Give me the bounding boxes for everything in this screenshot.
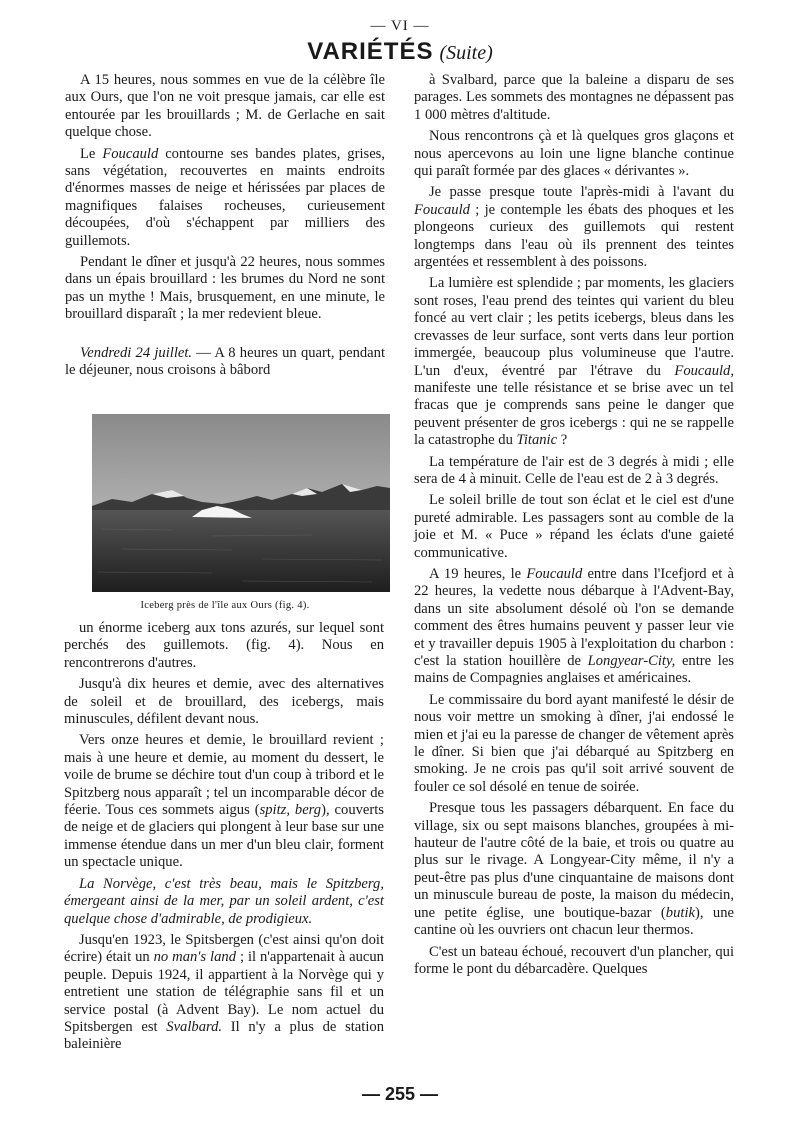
text-run: Pendant le dîner et jusqu'à 22 heures, nous sommes dans un épais brouillard : les brumes du Nord ne sont pas un mythe ! Mais, brusquement, en une minute, le brouillard disparaît ; la mer redevient bleue. [65,254,385,323]
right-column [414,72,734,982]
paragraph [414,944,734,979]
paragraph [64,876,384,928]
paragraph [64,676,384,728]
text-run: A 19 heures, le [429,565,527,582]
italic-text: Foucauld [526,565,583,582]
italic-text: Titanic [516,432,558,449]
text-run: La lumière est splendide ; par moments, les glaciers sont roses, l'eau prend des teintes qui varient du bleu foncé au vert clair ; les petits icebergs, bleus dans les crevasses de leur surface, sont verts dans leur portion immergée, beaucoup plus volumineuse que l'autre. L'un d'eux, éventré par l'étrave du [414,275,734,379]
paragraph [414,72,734,124]
text-run: Il n'y a plus de station baleinière [64,1018,384,1053]
text-run: à Svalbard, parce que la baleine a disparu de ses parages. Les sommets des montagnes ne dépassent pas 1 000 mètres d'altitude. [414,72,734,123]
page-number: — 255 — [361,1084,439,1104]
paragraph [414,692,734,796]
text-run: Le [80,145,103,162]
page-title [0,38,800,66]
text-run: entre les mains de Compagnies anglaises et américaines. [414,653,734,687]
text-run: ; il n'appartenait à aucun peuple. Depuis 1924, il appartient à la Norvège qui y entretient une station de télégraphie sans fil et un service postal (à Advent Bay). Le nom actuel du Spitsbergen est [64,949,384,1035]
paragraph [414,566,734,688]
italic-text: La Norvège, c'est très beau, mais le Spitzberg, émergeant ainsi de la mer, par un soleil ardent, c'est quelque chose d'admirable, de prodigieux. [64,875,384,927]
italic-text: spitz, berg [259,802,322,819]
italic-text: butik [665,904,695,921]
text-run: A 15 heures, nous sommes en vue de la célèbre île aux Ours, que l'on ne voit presque jamais, car elle est entourée par les brouillards ; M. de Gerlache en sait quelque chose. [65,72,385,141]
paragraph [64,932,384,1054]
text-run: contourne ses bandes plates, grises, sans végétation, recouvertes en maints endroits d'énormes masses de neige et hérissées par places de magnifiques falaises rocheuses, curieusement découpées, d'où s'échappent par milliers des guillemots. [65,145,385,249]
text-run: Le commissaire du bord ayant manifesté le désir de nous voir mettre un smoking à dîner, j'ai endossé le mien et j'ai eu la paresse de changer de vêtement après le dîner. Si bien que j'ai débarqué au Spitzberg en smoking. Je ne crois pas qu'il soit arrivé souvent de fouler ce sol désolé en tenue de soirée. [414,691,734,795]
italic-text: Svalbard. [166,1018,223,1035]
paragraph [414,492,734,562]
text-run: C'est un bateau échoué, recouvert d'un plancher, qui forme le pont du débarcadère. Quelques [414,943,734,977]
paragraph [414,184,734,271]
paragraph [65,146,385,250]
paragraph [414,454,734,489]
paragraph [65,345,385,380]
text-run: La température de l'air est de 3 degrés à midi ; elle sera de 4 à minuit. Celle de l'eau est de 2 à 3 degrés. [414,453,734,487]
title-suffix: (Suite) [439,42,493,64]
italic-text: Longyear-City, [587,653,676,669]
paragraph [65,72,385,142]
left-column-bottom [64,620,384,1058]
text-run: Jusqu'en 1923, le Spitsbergen (c'est ainsi qu'on doit écrire) était un [64,931,384,966]
text-run: ? [557,432,568,449]
paragraph [414,275,734,449]
italic-text: Foucauld, [674,362,734,379]
italic-text: Foucauld [102,145,159,162]
paragraph [64,732,384,871]
paragraph [65,254,385,324]
paragraph [414,800,734,939]
text-run: ; je contemple les ébats des phoques et les plongeons curieux des guillemots qui restent longtemps dans l'eau où ils prennent des teintes argentées et ressemblent à des poissons. [414,201,734,271]
italic-text: no man's land [153,949,236,966]
italic-text: Vendredi 24 juillet. [80,344,193,361]
text-run: entre dans l'Icefjord et à 22 heures, la vedette nous débarque à l'Advent-Bay, dans un site absolument désolé où l'on se demande comment des êtres humains peuvent y passer leur vie et y travailler depuis 1905 à l'exploitation du charbon : c'est la station houillère de [414,565,734,669]
text-run: Vers onze heures et demie, le brouillard revient ; mais à une heure et demie, au moment du dessert, le voile de brume se déchire tout d'un coup à tribord et le Spitzberg nous apparaît ; tel un incomparable décor de féerie. Tous ces sommets aigus ( [64,732,384,819]
text-run: — A 8 heures un quart, pendant le déjeuner, nous croisons à bâbord [65,344,385,379]
text-run: un énorme iceberg aux tons azurés, sur lequel sont perchés des guillemots. (fig. 4). Nous en rencontrerons d'autres. [64,620,384,671]
text-run: Nous rencontrons çà et là quelques gros glaçons et nous apercevons au loin une ligne blanche continue qui paraît formée par des glaces « dérivantes ». [414,128,734,180]
left-column-top [65,72,385,384]
paragraph [414,128,734,180]
text-run: Presque tous les passagers débarquent. En face du village, six ou sept maisons blanches, groupées à mi-hauteur de l'autre côté de la baie, et trois ou quatre au plus sur le rivage. A Longyear-City même, il n'y a peut-être pas plus d'une cinquantaine de maisons dont un minuscule bureau de poste, la maison du médecin, une petite église, une boutique-bazar ( [414,800,734,921]
iceberg-landscape-image [92,414,390,592]
section-number: — VI — [370,18,430,34]
text-run: Jusqu'à dix heures et demie, avec des alternatives de soleil et de brouillard, des icebergs, mais minuscules, défilent devant nous. [64,676,384,728]
title-main: VARIÉTÉS [307,38,434,65]
text-run: Je passe presque toute l'après-midi à l'avant du [429,184,734,201]
iceberg-photo [92,414,390,592]
text-run: Le soleil brille de tout son éclat et le ciel est d'une pureté admirable. Les passagers sont au comble de la joie et M. « Puce » répand les éclats d'une gaieté communicative. [414,492,734,561]
text-run: ), une cantine où les ouvriers ont chacun leur thermos. [414,904,734,939]
italic-text: Foucauld [414,201,470,218]
paragraph [64,620,384,672]
figure-caption: Iceberg près de l'île aux Ours (fig. 4). [140,600,310,611]
text-run: manifeste une telle résistance et se brise avec un tel fracas que je comprends sans peine le danger que peuvent présenter de gros icebergs : qui ne se rappelle la catastrophe du [414,379,734,449]
text-run: ), couverts de neige et de glaciers qui plongent à leur base sur une immense étendue dans un mer d'un bleu clair, forment un spectacle unique. [64,802,384,871]
